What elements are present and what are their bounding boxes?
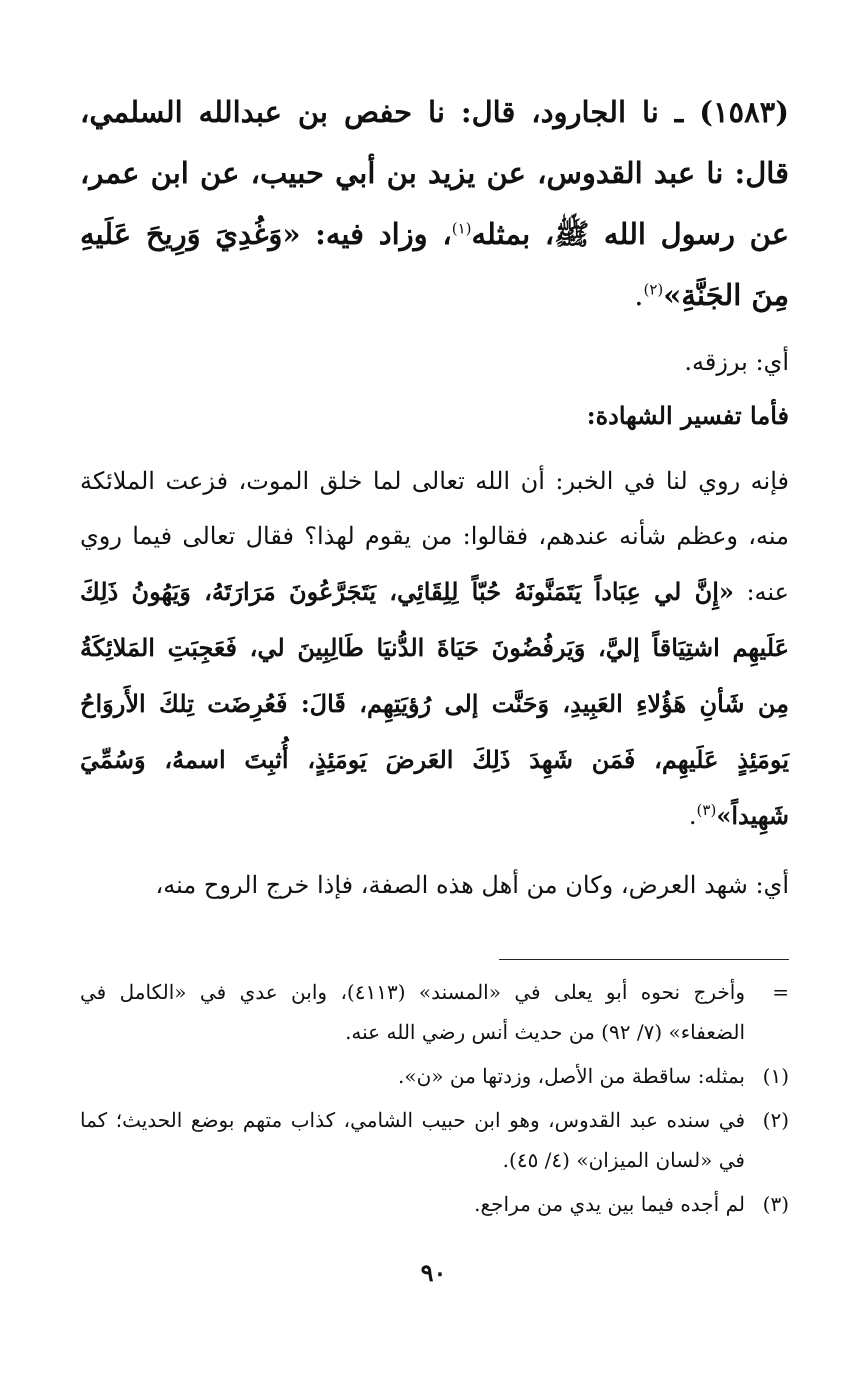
footnote-number: (٢)	[762, 1108, 789, 1132]
hadith-quote: «وَغُدِيَ وَرِيحَ عَلَيهِ مِنَ الجَنَّةِ»	[80, 217, 789, 312]
gloss-line: أي: برزقه.	[684, 348, 789, 376]
footnote-number: (١)	[762, 1064, 789, 1088]
narration-paragraph	[80, 454, 789, 844]
footnote-continuation	[80, 972, 789, 1052]
footnote-ref-3[interactable]: (٣)	[696, 801, 717, 819]
footnote-text: في سنده عبد القدوس، وهو ابن حبيب الشامي، كذاب متهم بوضع الحديث؛ كما في «لسان الميزان» (٤/ ٤٥).	[80, 1108, 745, 1172]
narration-end: .	[688, 802, 697, 830]
hadith-text: (١٥٨٣) ـ نا الجارود، قال: نا حفص بن عبدالله السلمي، قال: نا عبد القدوس، عن يزيد بن أبي حبيب، عن ابن عمر، عن رسول الله ﷺ، بمثله	[80, 95, 789, 251]
footnote-continuation-marker: =	[772, 980, 789, 1004]
footnote-2	[80, 1100, 789, 1180]
footnote-divider	[499, 959, 789, 960]
footnote-3	[80, 1184, 789, 1224]
hadith-paragraph	[80, 82, 789, 326]
footnote-text: لم أجده فيما بين يدي من مراجع.	[474, 1192, 745, 1216]
footnote-ref-2[interactable]: (٢)	[643, 280, 664, 299]
narration-quote: «إِنَّ لي عِبَاداً يَتَمَنَّونَهُ حُبّاً لِلِقَائِي، يَتَجَرَّعُونَ مَرَارَتَهُ، وَيَهُونُ ذَلِكَ عَلَيهِم اشتِيَاقاً إليَّ، وَيَرفُضُونَ حَيَاةَ الدُّنيَا طَالِبِينَ لي، فَعَجِبَتِ المَلائِكَةُ مِن شَأنِ هَؤُلاءِ العَبِيدِ، وَحَنَّت إلى رُؤيَتِهِم، قَالَ: فَعُرِضَت تِلكَ الأَروَاحُ يَومَئِذٍ عَلَيهِم، فَمَن شَهِدَ ذَلِكَ العَرضَ يَومَئِذٍ، أُثبِتَ اسمهُ، وَسُمِّيَ شَهِيداً»	[80, 577, 790, 830]
page-number: ٩٠	[420, 1258, 447, 1287]
narration-intro: فإنه روي لنا في الخبر: أن الله تعالى لما خلق الموت، فزعت الملائكة منه، وعظم شأنه عندهم، فقالوا: من يقوم لهذا؟ فقال تعالى فيما روي عنه:	[80, 467, 789, 606]
footnotes	[80, 972, 789, 1224]
footnote-1	[80, 1056, 789, 1096]
footnote-text: بمثله: ساقطة من الأصل، وزدتها من «ن».	[398, 1064, 745, 1088]
footnote-number: (٣)	[762, 1192, 789, 1216]
footnote-ref-1[interactable]: (١)	[451, 219, 472, 238]
section-heading: فأما تفسير الشهادة:	[586, 401, 789, 430]
hadith-end: .	[634, 278, 644, 312]
footnote-continuation-text: وأخرج نحوه أبو يعلى في «المسند» (٤١١٣)، وابن عدي في «الكامل في الضعفاء» (٧/ ٩٢) من حديث أنس رضي الله عنه.	[80, 980, 746, 1044]
hadith-addition: ، وزاد فيه:	[300, 217, 452, 251]
explanation-paragraph: أي: شهد العرض، وكان من أهل هذه الصفة، فإذا خرج الروح منه،	[155, 871, 789, 899]
